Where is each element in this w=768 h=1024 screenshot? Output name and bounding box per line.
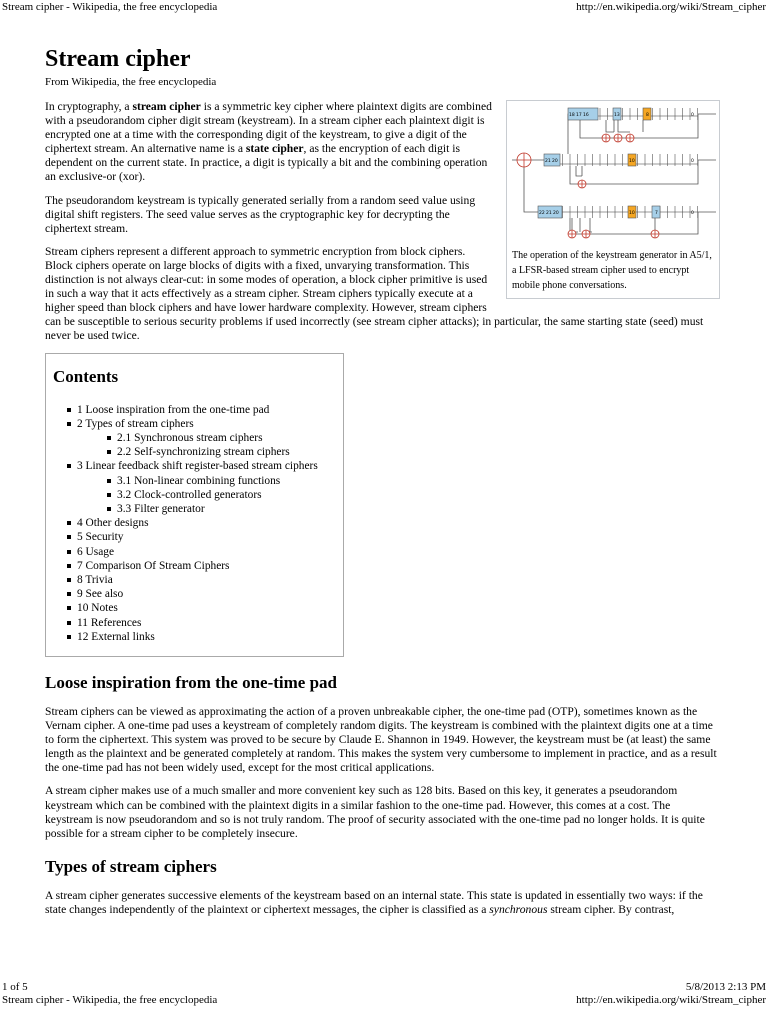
a51-figure	[506, 100, 720, 299]
page-subtitle: From Wikipedia, the free encyclopedia	[45, 76, 217, 88]
toc-subitem[interactable]: 3.3 Filter generator	[107, 502, 337, 516]
toc-item[interactable]: 6 Usage	[67, 545, 337, 559]
register-2	[544, 154, 698, 166]
toc-item[interactable]: 9 See also	[67, 587, 337, 601]
toc-item[interactable]: 1 Loose inspiration from the one-time pad	[67, 403, 337, 417]
r3-label: 22	[539, 211, 545, 216]
article-content	[45, 44, 720, 926]
toc-subitem[interactable]: 2.2 Self-synchronizing stream ciphers	[107, 445, 337, 459]
page-title: Stream cipher	[45, 46, 191, 72]
figure-caption: The operation of the keystream generator in A5/1, a LFSR-based stream cipher used to encrypt mobile phone conversations.	[512, 250, 712, 291]
r1-label: 18	[569, 113, 575, 118]
toc-subitem[interactable]: 3.1 Non-linear combining functions	[107, 474, 337, 488]
header-url[interactable]: http://en.wikipedia.org/wiki/Stream_cipher	[576, 1, 766, 13]
r1-label: 13	[614, 113, 620, 118]
xor-gates	[517, 134, 659, 238]
r2-label: 21	[545, 159, 551, 164]
section-heading-one-time-pad: Loose inspiration from the one-time pad	[45, 672, 337, 692]
a51-lfsr-diagram	[510, 104, 716, 244]
toc-item[interactable]: 5 Security	[67, 530, 337, 544]
toc-item[interactable]: 2 Types of stream ciphers 2.1 Synchronous stream ciphers 2.2 Self-synchronizing stream ciphers	[67, 417, 337, 460]
r1-label: 17	[576, 113, 582, 118]
r1-label: 8	[646, 113, 649, 118]
toc-title: Contents	[53, 366, 119, 386]
section2-paragraph-1: A stream cipher generates successive elements of the keystream based on an internal state. This state is updated in essentially two ways: if the state changes independently of the plaintext or ciphertext messages, the cipher is classified as a synchronous stream cipher. By contrast,	[45, 888, 703, 916]
term-synchronous: synchronous	[489, 902, 548, 916]
r3-label: 10	[629, 211, 635, 216]
intro-paragraph-1: In cryptography, a stream cipher is a symmetric key cipher where plaintext digits are combined with a pseudorandom cipher digit stream (keystream). In a stream cipher each plaintext digit is encrypted one at a time with the corresponding digit of the keystream, to give a digit of the ciphertext stream. An alternative name is a state cipher, as the encryption of each digit is dependent on the current state. In practice, a digit is typically a bit and the combining operation an exclusive-or (xor).	[45, 100, 492, 184]
intro-paragraph-2: The pseudorandom keystream is typically generated serially from a random seed value using digital shift registers. The seed value serves as the cryptographic key for decrypting the ciphertext stream.	[45, 193, 476, 235]
toc-item[interactable]: 3 Linear feedback shift register-based stream ciphers 3.1 Non-linear combining functions 3.2 Clock-controlled generators 3.3 Filter generator	[67, 459, 337, 516]
toc-subitem[interactable]: 2.1 Synchronous stream ciphers	[107, 431, 337, 445]
footer-page-title: Stream cipher - Wikipedia, the free encyclopedia	[2, 994, 218, 1006]
r3-label: 0	[691, 211, 694, 216]
section1-paragraph-1: Stream ciphers can be viewed as approximating the action of a proven unbreakable cipher, the one-time pad (OTP), sometimes known as the Vernam cipher. A one-time pad uses a keystream of completely random digits. The keystream is combined with the plaintext digits one at a time to form the ciphertext. This system was proved to be secure by Claude E. Shannon in 1949. However, the keystream must be (at least) the same length as the plaintext and be generated completely at random. This makes the system very cumbersome to implement in practice, and as a result the one-time pad has not been widely used, except for the most critical applications.	[45, 704, 717, 775]
toc-item[interactable]: 10 Notes	[67, 601, 337, 615]
r3-label: 7	[655, 211, 658, 216]
intro-paragraph-3: Stream ciphers represent a different approach to symmetric encryption from block ciphers. Block ciphers operate on large blocks of digits with a fixed, unvarying transformation. This distinction is not always clear-cut: in some modes of operation, a block cipher primitive is used in such a way that it acts effectively as a stream cipher. Stream ciphers typically execute at a higher speed than block ciphers and have lower hardware complexity. However, stream ciphers can be susceptible to serious security problems if used incorrectly (see stream cipher attacks); in particular, the same starting state (seed) must never be used twice.	[45, 244, 704, 343]
footer-url[interactable]: http://en.wikipedia.org/wiki/Stream_cipher	[576, 994, 766, 1006]
r2-label: 10	[629, 159, 635, 164]
section1-paragraph-2: A stream cipher makes use of a much smaller and more convenient key such as 128 bits. Based on this key, it generates a pseudorandom keystream which can be combined with the plaintext digits in a similar fashion to the one-time pad. However, this comes at a cost. The keystream is now pseudorandom and so is not truly random. The proof of security associated with the one-time pad no longer holds. It is quite possible for a stream cipher to be completely insecure.	[45, 784, 705, 840]
section-heading-types: Types of stream ciphers	[45, 856, 217, 876]
toc-item[interactable]: 11 References	[67, 616, 337, 630]
toc-item[interactable]: 7 Comparison Of Stream Ciphers	[67, 559, 337, 573]
r2-label: 20	[552, 159, 558, 164]
footer-datetime: 5/8/2013 2:13 PM	[685, 981, 766, 993]
xor-marks	[517, 134, 659, 238]
term-stream-cipher: stream cipher	[132, 100, 201, 113]
term-state-cipher: state cipher	[245, 142, 304, 156]
toc-item[interactable]: 12 External links	[67, 630, 337, 644]
r3-label: 21	[546, 211, 552, 216]
r1-label: 0	[691, 113, 694, 118]
r1-label: 16	[583, 113, 589, 118]
footer-page-number: 1 of 5	[2, 981, 28, 993]
table-of-contents	[45, 353, 344, 657]
toc-subitem[interactable]: 3.2 Clock-controlled generators	[107, 488, 337, 502]
toc-item[interactable]: 8 Trivia	[67, 573, 337, 587]
r3-label: 20	[553, 211, 559, 216]
toc-item[interactable]: 4 Other designs	[67, 516, 337, 530]
header-page-title: Stream cipher - Wikipedia, the free encyclopedia	[2, 1, 218, 13]
r2-label: 0	[691, 159, 694, 164]
